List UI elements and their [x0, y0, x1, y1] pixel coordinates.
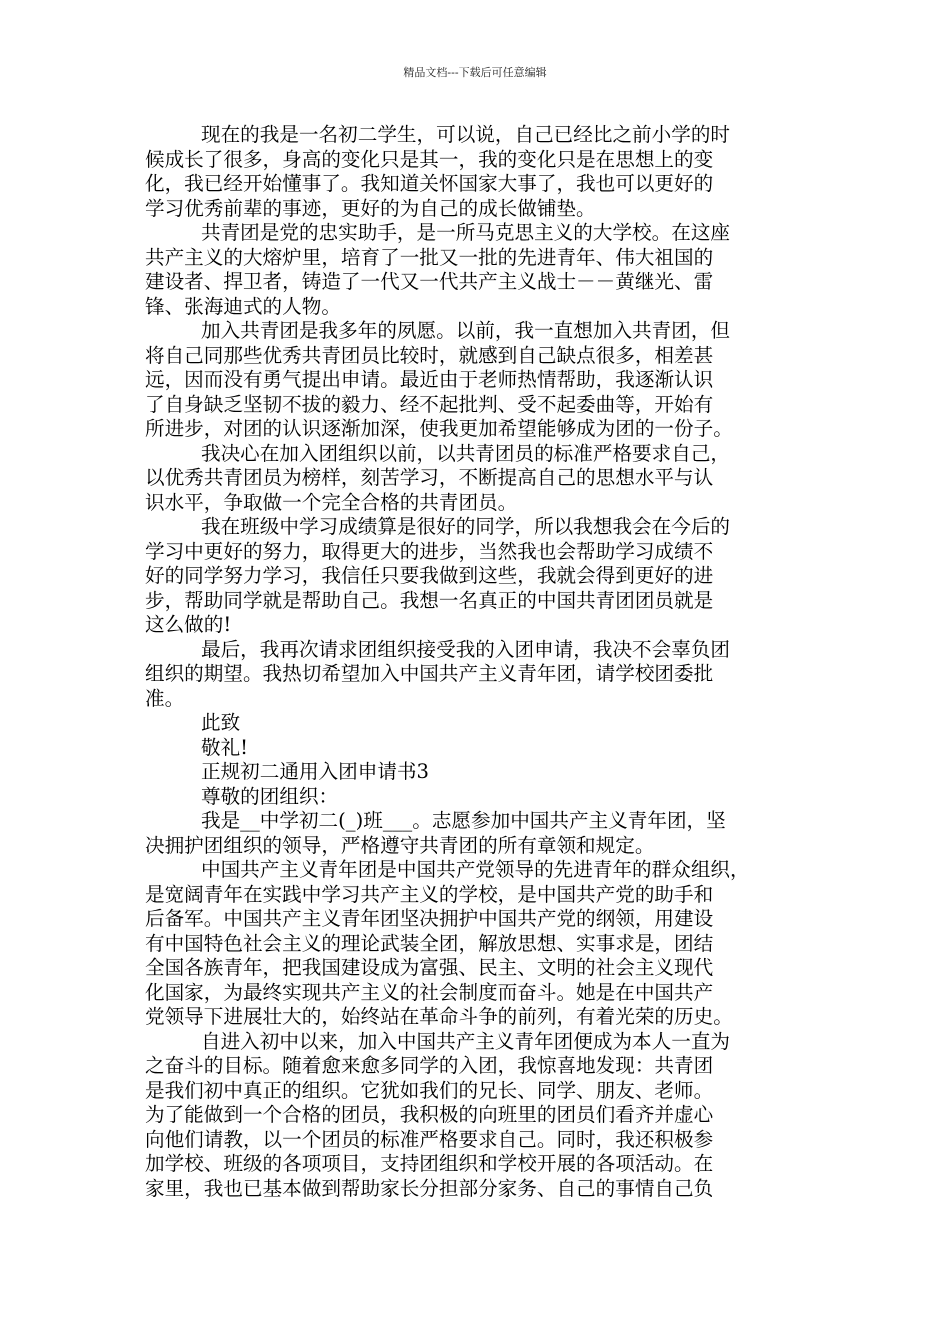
text-line: 加学校、班级的各项项目，支持团组织和学校开展的各项活动。在 — [145, 1152, 714, 1175]
text-line: 此致 — [201, 711, 241, 734]
document-body — [145, 123, 810, 1201]
text-line: 最后，我再次请求团组织接受我的入团申请，我决不会辜负团 — [201, 637, 731, 661]
text-line: 后备军。中国共产主义青年团坚决拥护中国共产党的纲领，用建设 — [145, 907, 714, 930]
text-line: 敬礼! — [201, 735, 249, 759]
text-line: 现在的我是一名初二学生，可以说，自己已经比之前小学的时 — [201, 123, 731, 146]
text-line: 之奋斗的目标。随着愈来愈多同学的入团，我惊喜地发现：共青团 — [145, 1054, 714, 1077]
text-line: 了自身缺乏坚韧不拔的毅力、经不起批判、受不起委曲等，开始有 — [145, 392, 714, 416]
text-line: 有中国特色社会主义的理论武装全团，解放思想、实事求是，团结 — [145, 931, 714, 955]
text-line: 建设者、捍卫者，铸造了一代又一代共产主义战士－－黄继光、雷 — [145, 270, 714, 293]
text-line: 组织的期望。我热切希望加入中国共产主义青年团，请学校团委批 — [145, 662, 714, 685]
page-header: 精品文档---下载后可任意编辑 — [403, 66, 547, 79]
text-line: 学习优秀前辈的事迹，更好的为自己的成长做铺垫。 — [145, 196, 596, 220]
text-line: 向他们请教，以一个团员的标准严格要求自己。同时，我还积极参 — [145, 1127, 714, 1151]
text-line: 这么做的! — [145, 613, 232, 636]
text-line: 以优秀共青团员为榜样，刻苦学习，不断提高自己的思想水平与认 — [145, 466, 714, 489]
text-line: 中国共产主义青年团是中国共产党领导的先进青年的群众组织， — [201, 858, 750, 881]
text-line: 候成长了很多，身高的变化只是其一，我的变化只是在思想上的变 — [145, 147, 714, 171]
text-line: 化，我已经开始懂事了。我知道关怀国家大事了，我也可以更好的 — [145, 172, 714, 195]
text-line: 识水平，争取做一个完全合格的共青团员。 — [145, 490, 518, 514]
text-line: 加入共青团是我多年的夙愿。以前，我一直想加入共青团，但 — [201, 319, 731, 342]
text-line: 学习中更好的努力，取得更大的进步，当然我也会帮助学习成绩不 — [145, 539, 714, 563]
text-line: 我在班级中学习成绩算是很好的同学，所以我想我会在今后的 — [201, 515, 731, 538]
text-line: 共青团是党的忠实助手，是一所马克思主义的大学校。在这座 — [201, 221, 731, 244]
text-line: 准。 — [145, 686, 185, 710]
text-line: 全国各族青年，把我国建设成为富强、民主、文明的社会主义现代 — [145, 956, 714, 979]
text-line: 好的同学努力学习，我信任只要我做到这些，我就会得到更好的进 — [145, 564, 714, 587]
text-line: 化国家，为最终实现共产主义的社会制度而奋斗。她是在中国共产 — [145, 980, 714, 1004]
text-line: 所进步，对团的认识逐渐加深，使我更加希望能够成为团的一份子。 — [145, 417, 733, 440]
text-line: 自进入初中以来，加入中国共产主义青年团便成为本人一直为 — [201, 1029, 731, 1053]
text-line: 决拥护团组织的领导，严格遵守共青团的所有章领和规定。 — [145, 833, 655, 857]
text-line: 正规初二通用入团申请书3 — [201, 760, 429, 783]
text-line: 是宽阔青年在实践中学习共产主义的学校，是中国共产党的助手和 — [145, 882, 714, 906]
text-line: 共产主义的大熔炉里，培育了一批又一批的先进青年、伟大祖国的 — [145, 245, 714, 269]
text-line: 步，帮助同学就是帮助自己。我想一名真正的中国共青团团员就是 — [145, 588, 714, 612]
text-line: 我决心在加入团组织以前，以共青团员的标准严格要求自己， — [201, 441, 731, 465]
text-line: 尊敬的团组织： — [201, 784, 339, 808]
text-line: 为了能做到一个合格的团员，我积极的向班里的团员们看齐并虚心 — [145, 1103, 714, 1126]
text-line: 是我们初中真正的组织。它犹如我们的兄长、同学、朋友、老师。 — [145, 1078, 714, 1102]
text-line: 锋、张海迪式的人物。 — [145, 294, 341, 318]
text-line: 我是__中学初二(_)班___。志愿参加中国共产主义青年团，坚 — [201, 809, 726, 832]
text-line: 家里，我也已基本做到帮助家长分担部分家务、自己的事情自己负 — [145, 1176, 714, 1200]
text-line: 将自己同那些优秀共青团员比较时，就感到自己缺点很多，相差甚 — [145, 343, 714, 367]
text-line: 远，因而没有勇气提出申请。最近由于老师热情帮助，我逐渐认识 — [145, 368, 714, 391]
text-line: 党领导下进展壮大的，始终站在革命斗争的前列，有着光荣的历史。 — [145, 1005, 733, 1028]
